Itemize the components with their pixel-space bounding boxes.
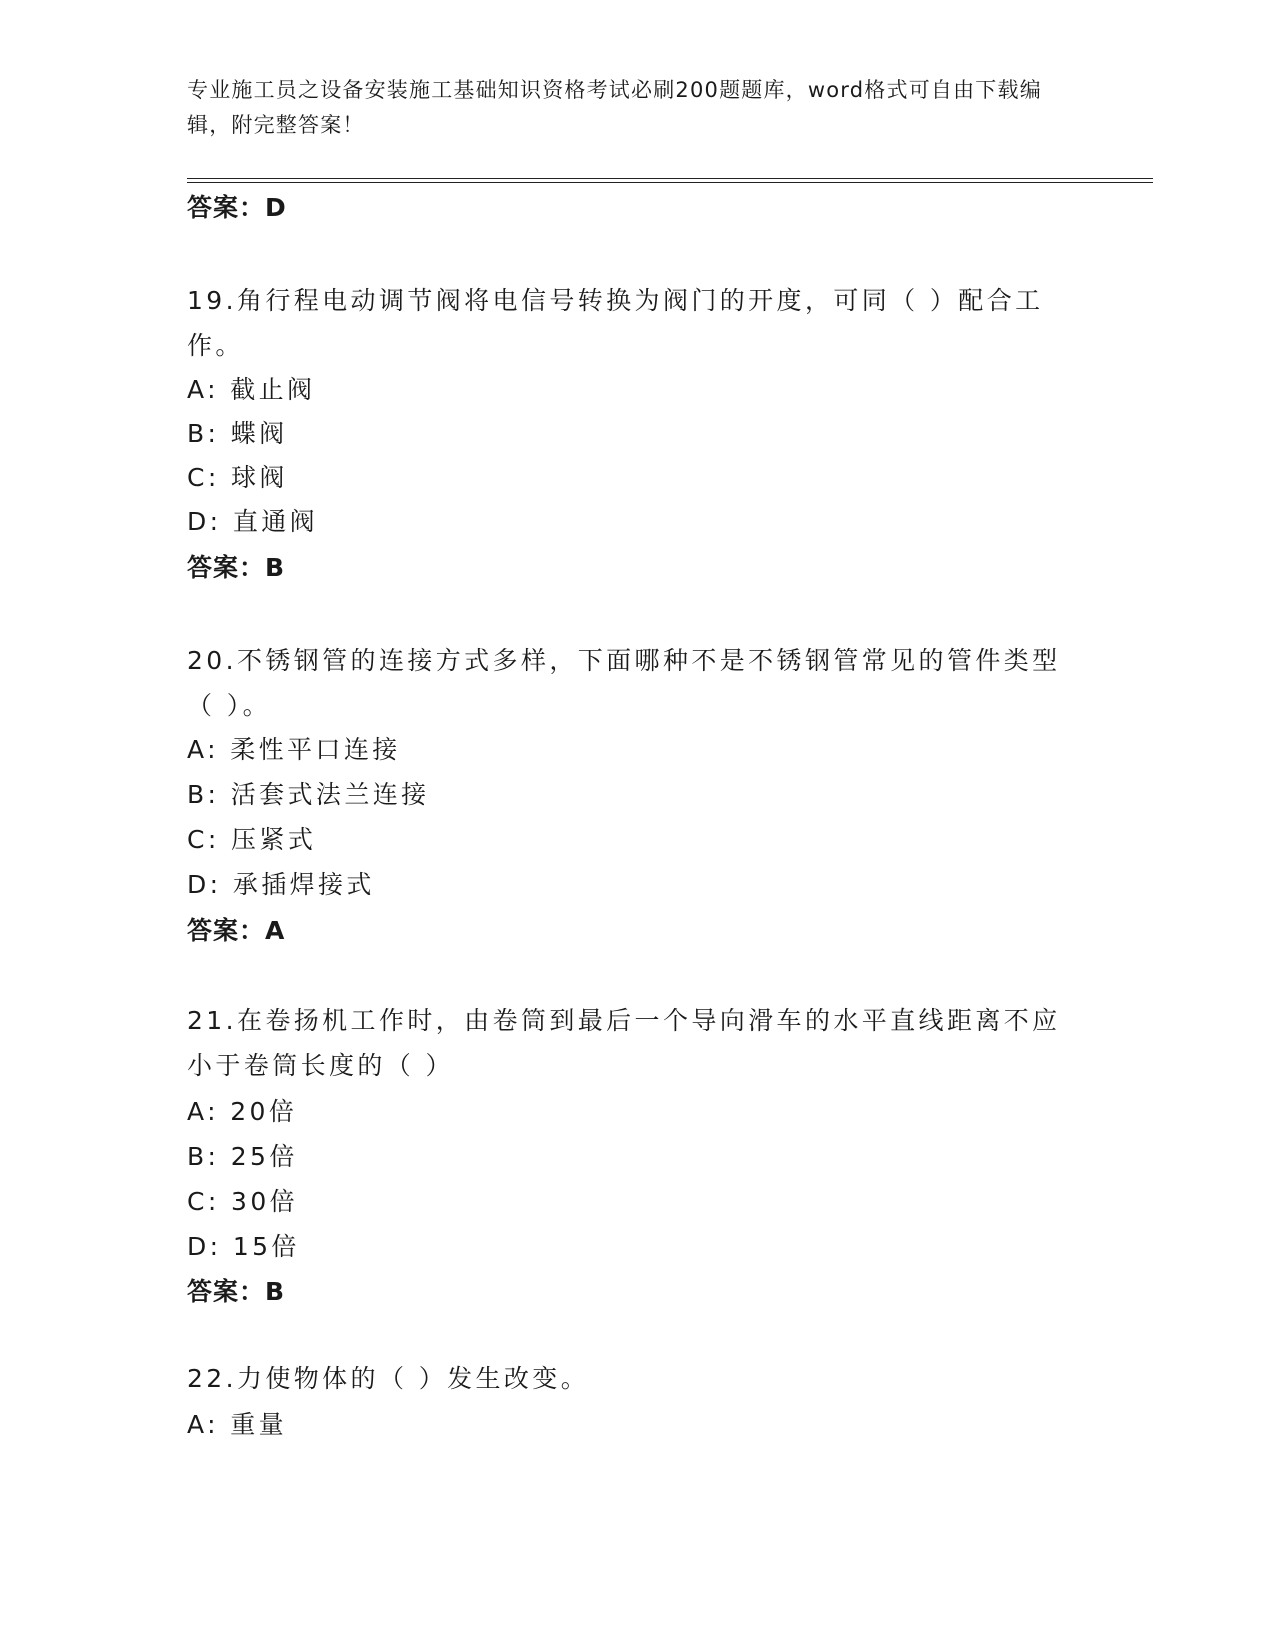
answer-21: 答案：B xyxy=(187,1277,286,1306)
answer-18: 答案：D xyxy=(187,193,287,222)
question-19-option-b: B: 蝶阀 xyxy=(187,419,288,448)
header-rule-bottom xyxy=(187,182,1153,183)
question-21-option-a: A: 20倍 xyxy=(187,1097,298,1126)
document-header: 专业施工员之设备安装施工基础知识资格考试必刷200题题库，word格式可自由下载编辑，附完整答案！ xyxy=(187,78,1042,137)
question-19-option-d: D: 直通阀 xyxy=(187,507,319,536)
answer-19: 答案：B xyxy=(187,553,286,582)
question-20-option-d: D: 承插焊接式 xyxy=(187,870,375,899)
question-20-option-b: B: 活套式法兰连接 xyxy=(187,780,430,809)
question-22-option-a: A: 重量 xyxy=(187,1410,288,1439)
question-20-option-a: A: 柔性平口连接 xyxy=(187,735,401,764)
question-21-option-c: C: 30倍 xyxy=(187,1187,299,1216)
answer-20: 答案：A xyxy=(187,916,286,945)
header-rule-top xyxy=(187,178,1153,179)
question-19-option-a: A: 截止阀 xyxy=(187,375,316,404)
question-21-stem: 21.在卷扬机工作时，由卷筒到最后一个导向滑车的水平直线距离不应小于卷筒长度的（ ） xyxy=(187,1006,1061,1080)
question-20-stem: 20.不锈钢管的连接方式多样，下面哪种不是不锈钢管常见的管件类型（ ）。 xyxy=(187,646,1061,720)
question-20-option-c: C: 压紧式 xyxy=(187,825,317,854)
question-19-option-c: C: 球阀 xyxy=(187,463,288,492)
question-21-option-d: D: 15倍 xyxy=(187,1232,300,1261)
question-21-option-b: B: 25倍 xyxy=(187,1142,298,1171)
question-22-stem: 22.力使物体的（ ）发生改变。 xyxy=(187,1364,590,1393)
question-19-stem: 19.角行程电动调节阀将电信号转换为阀门的开度，可同（ ）配合工作。 xyxy=(187,286,1044,360)
